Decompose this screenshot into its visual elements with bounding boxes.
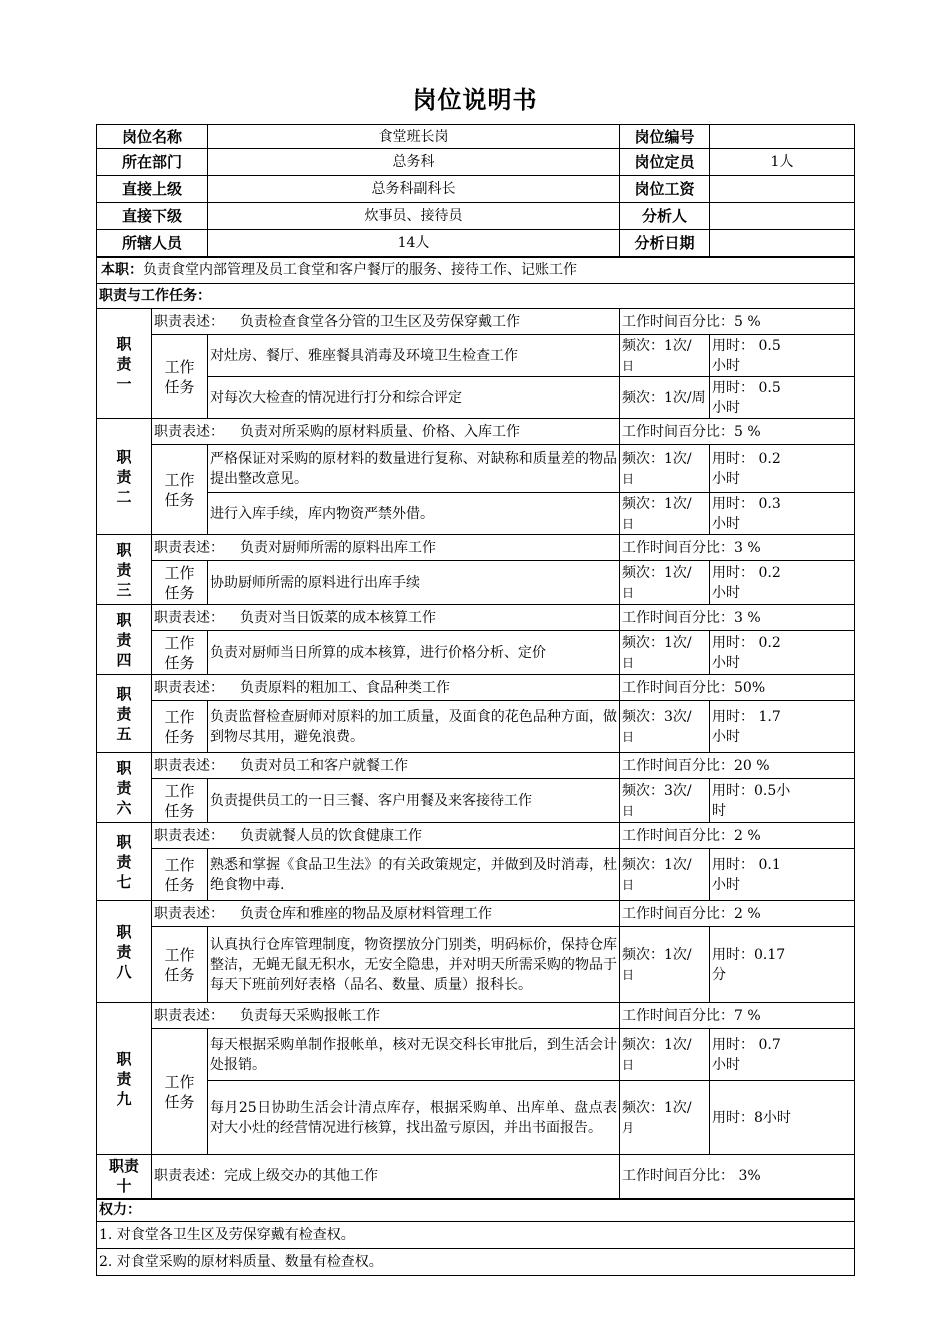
- task-label: [152, 927, 208, 1003]
- duty-desc-row: [97, 535, 855, 561]
- header-label: 岗位工资: [620, 176, 710, 203]
- time-percentage: 工作时间百分比：7 %: [620, 1003, 855, 1029]
- duty-name: [97, 1155, 152, 1199]
- duty-name-char: 责: [116, 942, 132, 961]
- task-label: [152, 561, 208, 605]
- task-frequency: [620, 561, 710, 605]
- duration-line: 用时： 0.5: [712, 337, 781, 354]
- frequency-line: 日: [622, 803, 635, 818]
- duty-description: [152, 309, 620, 335]
- duty-desc-row: [97, 823, 855, 849]
- duty-description: [152, 753, 620, 779]
- duty-desc-row: [97, 419, 855, 445]
- task-text: 负责对厨师当日所算的成本核算，进行价格分析、定价: [208, 631, 620, 675]
- duty-name-char: 一: [116, 374, 132, 393]
- time-percentage: 工作时间百分比： 3%: [620, 1155, 855, 1199]
- duties-label-row: [97, 284, 855, 309]
- frequency-line: 日: [622, 877, 635, 892]
- task-duration: [710, 701, 855, 753]
- duty-name-char: 八: [116, 962, 132, 981]
- time-percentage: 工作时间百分比：5 %: [620, 309, 855, 335]
- duty-name-char: 职: [116, 540, 132, 559]
- task-label-line: 任务: [164, 727, 195, 746]
- frequency-line: 日: [622, 471, 635, 486]
- task-duration: [710, 1081, 855, 1155]
- desc-text: 负责就餐人员的饮食健康工作: [240, 827, 422, 844]
- desc-text: 负责每天采购报帐工作: [240, 1007, 380, 1024]
- duty-name-char: 职: [116, 758, 132, 777]
- header-value: [710, 125, 855, 149]
- task-label: [152, 849, 208, 901]
- task-text: 协助厨师所需的原料进行出库手续: [208, 561, 620, 605]
- task-row: [97, 493, 855, 535]
- task-frequency: [620, 779, 710, 823]
- duty-description: [152, 675, 620, 701]
- job-description-table: [96, 124, 855, 1276]
- power-label-row: [97, 1199, 855, 1222]
- frequency-line: 频次：1次/: [622, 450, 692, 467]
- task-duration: [710, 631, 855, 675]
- table-body: [97, 125, 855, 1276]
- duty-name-char: 十: [116, 1177, 132, 1196]
- time-percentage: 工作时间百分比：5 %: [620, 419, 855, 445]
- task-duration: [710, 849, 855, 901]
- task-duration: [710, 377, 855, 419]
- frequency-line: 日: [622, 1057, 635, 1072]
- duty-name-char: 责: [116, 354, 132, 373]
- task-label-line: 工作: [164, 945, 195, 964]
- task-label: [152, 779, 208, 823]
- desc-prefix: 职责表述：: [154, 757, 224, 774]
- task-label-line: 任务: [164, 1092, 195, 1111]
- desc-text: 负责原料的粗加工、食品种类工作: [240, 679, 450, 696]
- task-duration: [710, 1029, 855, 1081]
- time-percentage: 工作时间百分比：20 %: [620, 753, 855, 779]
- task-row: [97, 1029, 855, 1081]
- desc-text: 负责对所采购的原材料质量、价格、入库工作: [240, 423, 520, 440]
- duty-name-char: 职: [116, 1049, 132, 1068]
- task-label-line: 工作: [164, 357, 195, 376]
- task-text: 熟悉和掌握《食品卫生法》的有关政策规定，并做到及时消毒，杜绝食物中毒.: [208, 849, 620, 901]
- task-text: 负责提供员工的一日三餐、客户用餐及来客接待工作: [208, 779, 620, 823]
- task-label-line: 任务: [164, 801, 195, 820]
- duty-name-char: 四: [116, 650, 132, 669]
- duty-description: [152, 419, 620, 445]
- duration-line: 用时：0.17: [712, 946, 786, 963]
- task-row: [97, 849, 855, 901]
- desc-prefix: 职责表述：: [154, 905, 224, 922]
- task-frequency: [620, 445, 710, 493]
- header-label: 岗位定员: [620, 149, 710, 176]
- time-percentage: 工作时间百分比：2 %: [620, 823, 855, 849]
- duration-line: 小时: [712, 399, 741, 416]
- frequency-line: 频次：1次/: [622, 495, 692, 512]
- frequency-line: 频次：1次/: [622, 946, 692, 963]
- task-label: [152, 1029, 208, 1155]
- duty-name-char: 责: [116, 467, 132, 486]
- duty-name-char: 职: [116, 684, 132, 703]
- frequency-line: 日: [622, 585, 635, 600]
- task-row: [97, 631, 855, 675]
- desc-text: 负责仓库和雅座的物品及原材料管理工作: [240, 905, 492, 922]
- duty-name: [97, 753, 152, 823]
- task-frequency: [620, 927, 710, 1003]
- duration-line: 小时: [712, 357, 741, 374]
- task-text: 每月25日协助生活会计清点库存，根据采购单、出库单、盘点表对大小灶的经营情况进行核算，找出盈亏原因，并出书面报告。: [208, 1081, 620, 1155]
- header-value: 总务科副科长: [208, 176, 620, 203]
- task-frequency: [620, 1029, 710, 1081]
- time-percentage: 工作时间百分比：50%: [620, 675, 855, 701]
- duty-name-char: 责: [116, 704, 132, 723]
- power-item-row: [97, 1249, 855, 1276]
- power-item-row: [97, 1222, 855, 1249]
- duty-name-char: 职: [116, 610, 132, 629]
- duration-line: 小时: [712, 584, 741, 601]
- header-value: 炊事员、接待员: [208, 203, 620, 230]
- task-label: [152, 701, 208, 753]
- task-text: 负责监督检查厨师对原料的加工质量，及面食的花色品种方面，做到物尽其用，避免浪费。: [208, 701, 620, 753]
- header-row: [97, 230, 855, 257]
- task-duration: [710, 445, 855, 493]
- task-label-line: 工作: [164, 470, 195, 489]
- duration-line: 小时: [712, 876, 741, 893]
- task-row: [97, 377, 855, 419]
- frequency-line: 频次：1次/周: [622, 389, 706, 406]
- header-value: [710, 176, 855, 203]
- benzhi-row: [97, 257, 855, 284]
- header-label: 岗位名称: [97, 125, 208, 149]
- duration-line: 用时： 0.2: [712, 634, 781, 651]
- duty-ten-row: [97, 1155, 855, 1199]
- page-title: 岗位说明书: [412, 86, 538, 114]
- task-text: 进行入库手续，库内物资严禁外借。: [208, 493, 620, 535]
- header-value: 1人: [710, 149, 855, 176]
- duty-name: [97, 419, 152, 535]
- duty-name-char: 九: [116, 1089, 132, 1108]
- duty-name: [97, 901, 152, 1003]
- task-row: [97, 561, 855, 605]
- task-row: [97, 335, 855, 377]
- duty-desc-row: [97, 605, 855, 631]
- benzhi-text: 负责食堂内部管理及员工食堂和客户餐厅的服务、接待工作、记账工作: [143, 262, 577, 279]
- header-value: [710, 203, 855, 230]
- duration-line: 小时: [712, 515, 741, 532]
- task-label: [152, 445, 208, 535]
- time-percentage: 工作时间百分比：2 %: [620, 901, 855, 927]
- desc-prefix: 职责表述：: [154, 827, 224, 844]
- header-label: 直接下级: [97, 203, 208, 230]
- frequency-line: 频次：1次/: [622, 856, 692, 873]
- frequency-line: 频次：1次/: [622, 1099, 692, 1116]
- duty-name-char: 责: [116, 1069, 132, 1088]
- duration-line: 小时: [712, 470, 741, 487]
- desc-text: 负责对当日饭菜的成本核算工作: [240, 609, 436, 626]
- task-text: 认真执行仓库管理制度，物资摆放分门别类，明码标价，保持仓库整洁，无蝇无鼠无积水，无安全隐患，并对明天所需采购的物品于每天下班前列好表格（品名、数量、质量）报科长。: [208, 927, 620, 1003]
- duty-name: [97, 1003, 152, 1155]
- task-label: [152, 631, 208, 675]
- duration-line: 用时： 1.7: [712, 708, 781, 725]
- task-label-line: 任务: [164, 490, 195, 509]
- duration-line: 时: [712, 802, 727, 819]
- header-label: 分析人: [620, 203, 710, 230]
- duty-description: 职责表述：完成上级交办的其他工作: [152, 1155, 620, 1199]
- task-label-line: 任务: [164, 377, 195, 396]
- duty-name-char: 职: [116, 922, 132, 941]
- duty-desc-row: [97, 753, 855, 779]
- desc-prefix: 职责表述：: [154, 1007, 224, 1024]
- desc-text: 负责检查食堂各分管的卫生区及劳保穿戴工作: [240, 313, 520, 330]
- duty-name-char: 职: [116, 832, 132, 851]
- duty-name: [97, 605, 152, 675]
- task-duration: [710, 779, 855, 823]
- duration-line: 用时：8小时: [712, 1109, 791, 1126]
- task-duration: [710, 493, 855, 535]
- duty-name-char: 二: [116, 487, 132, 506]
- duty-name: [97, 675, 152, 753]
- duration-line: 用时： 0.2: [712, 564, 781, 581]
- duration-line: 用时： 0.3: [712, 495, 781, 512]
- desc-text: 负责对员工和客户就餐工作: [240, 757, 408, 774]
- frequency-line: 日: [622, 967, 635, 982]
- task-frequency: [620, 377, 710, 419]
- duty-description: [152, 535, 620, 561]
- duty-name-char: 职责: [108, 1157, 139, 1176]
- task-label-line: 工作: [164, 855, 195, 874]
- power-section-label: 权力：: [97, 1199, 855, 1222]
- task-duration: [710, 927, 855, 1003]
- duty-name-char: 职: [116, 334, 132, 353]
- task-duration: [710, 335, 855, 377]
- header-row: [97, 176, 855, 203]
- task-row: [97, 1081, 855, 1155]
- duty-name: [97, 309, 152, 419]
- task-frequency: [620, 335, 710, 377]
- duties-section-label: 职责与工作任务：: [97, 284, 855, 309]
- duty-name: [97, 823, 152, 901]
- duty-name-char: 责: [116, 560, 132, 579]
- frequency-line: 频次：1次/: [622, 1036, 692, 1053]
- duration-line: 小时: [712, 728, 741, 745]
- duration-line: 用时： 0.5: [712, 379, 781, 396]
- task-label-line: 任务: [164, 875, 195, 894]
- desc-prefix: 职责表述：: [154, 679, 224, 696]
- header-label: 分析日期: [620, 230, 710, 257]
- task-text: 对灶房、餐厅、雅座餐具消毒及环境卫生检查工作: [208, 335, 620, 377]
- benzhi-label: 本职：: [101, 262, 143, 279]
- header-row: [97, 203, 855, 230]
- duty-desc-row: [97, 901, 855, 927]
- frequency-line: 频次：1次/: [622, 564, 692, 581]
- frequency-line: 频次：3次/: [622, 782, 692, 799]
- desc-text: 负责对厨师所需的原料出库工作: [240, 539, 436, 556]
- task-label: [152, 335, 208, 419]
- duty-name-char: 六: [116, 798, 132, 817]
- duty-name-char: 职: [116, 447, 132, 466]
- duty-description: [152, 823, 620, 849]
- duration-line: 用时： 0.1: [712, 856, 781, 873]
- duty-description: [152, 901, 620, 927]
- header-value: [710, 230, 855, 257]
- task-row: [97, 779, 855, 823]
- task-frequency: [620, 849, 710, 901]
- power-item: 1. 对食堂各卫生区及劳保穿戴有检查权。: [97, 1222, 855, 1249]
- duty-name-char: 责: [116, 778, 132, 797]
- duty-name-char: 责: [116, 630, 132, 649]
- header-label: 所在部门: [97, 149, 208, 176]
- duty-desc-row: [97, 675, 855, 701]
- frequency-line: 频次：1次/: [622, 337, 692, 354]
- duration-line: 用时：0.5小: [712, 782, 791, 799]
- frequency-line: 日: [622, 655, 635, 670]
- task-text: 每天根据采购单制作报帐单，核对无误交科长审批后，到生活会计处报销。: [208, 1029, 620, 1081]
- task-row: [97, 445, 855, 493]
- header-label: 所辖人员: [97, 230, 208, 257]
- duration-line: 分: [712, 966, 727, 983]
- duration-line: 小时: [712, 654, 741, 671]
- frequency-line: 频次：3次/: [622, 708, 692, 725]
- task-label-line: 工作: [164, 707, 195, 726]
- task-frequency: [620, 493, 710, 535]
- duty-name: [97, 535, 152, 605]
- task-row: [97, 927, 855, 1003]
- task-label-line: 工作: [164, 1072, 195, 1091]
- task-label-line: 任务: [164, 583, 195, 602]
- time-percentage: 工作时间百分比：3 %: [620, 605, 855, 631]
- frequency-line: 日: [622, 729, 635, 744]
- desc-prefix: 职责表述：: [154, 609, 224, 626]
- task-label-line: 工作: [164, 781, 195, 800]
- frequency-line: 月: [622, 1120, 635, 1135]
- header-row: [97, 149, 855, 176]
- header-label: 直接上级: [97, 176, 208, 203]
- desc-prefix: 职责表述：: [154, 313, 224, 330]
- duty-name-char: 五: [116, 724, 132, 743]
- desc-prefix: 职责表述：: [154, 539, 224, 556]
- header-row: [97, 125, 855, 149]
- task-label-line: 任务: [164, 965, 195, 984]
- duty-name-char: 三: [116, 580, 132, 599]
- power-item: 2. 对食堂采购的原材料质量、数量有检查权。: [97, 1249, 855, 1276]
- duration-line: 用时： 0.7: [712, 1036, 781, 1053]
- task-frequency: [620, 701, 710, 753]
- header-label: 岗位编号: [620, 125, 710, 149]
- task-frequency: [620, 1081, 710, 1155]
- duty-name-char: 责: [116, 852, 132, 871]
- task-frequency: [620, 631, 710, 675]
- duration-line: 小时: [712, 1056, 741, 1073]
- frequency-line: 日: [622, 358, 635, 373]
- task-label-line: 工作: [164, 633, 195, 652]
- duty-description: [152, 605, 620, 631]
- header-value: 食堂班长岗: [208, 125, 620, 149]
- task-duration: [710, 561, 855, 605]
- header-value: 总务科: [208, 149, 620, 176]
- duration-line: 用时： 0.2: [712, 450, 781, 467]
- frequency-line: 日: [622, 516, 635, 531]
- header-value: 14人: [208, 230, 620, 257]
- task-text: 对每次大检查的情况进行打分和综合评定: [208, 377, 620, 419]
- benzhi-cell: [97, 257, 855, 284]
- duty-description: [152, 1003, 620, 1029]
- task-label-line: 任务: [164, 653, 195, 672]
- task-label-line: 工作: [164, 563, 195, 582]
- task-row: [97, 701, 855, 753]
- duty-desc-row: [97, 309, 855, 335]
- desc-prefix: 职责表述：: [154, 423, 224, 440]
- duty-desc-row: [97, 1003, 855, 1029]
- duty-name-char: 七: [116, 872, 132, 891]
- frequency-line: 频次：1次/: [622, 634, 692, 651]
- task-text: 严格保证对采购的原材料的数量进行复称、对缺称和质量差的物品提出整改意见。: [208, 445, 620, 493]
- time-percentage: 工作时间百分比：3 %: [620, 535, 855, 561]
